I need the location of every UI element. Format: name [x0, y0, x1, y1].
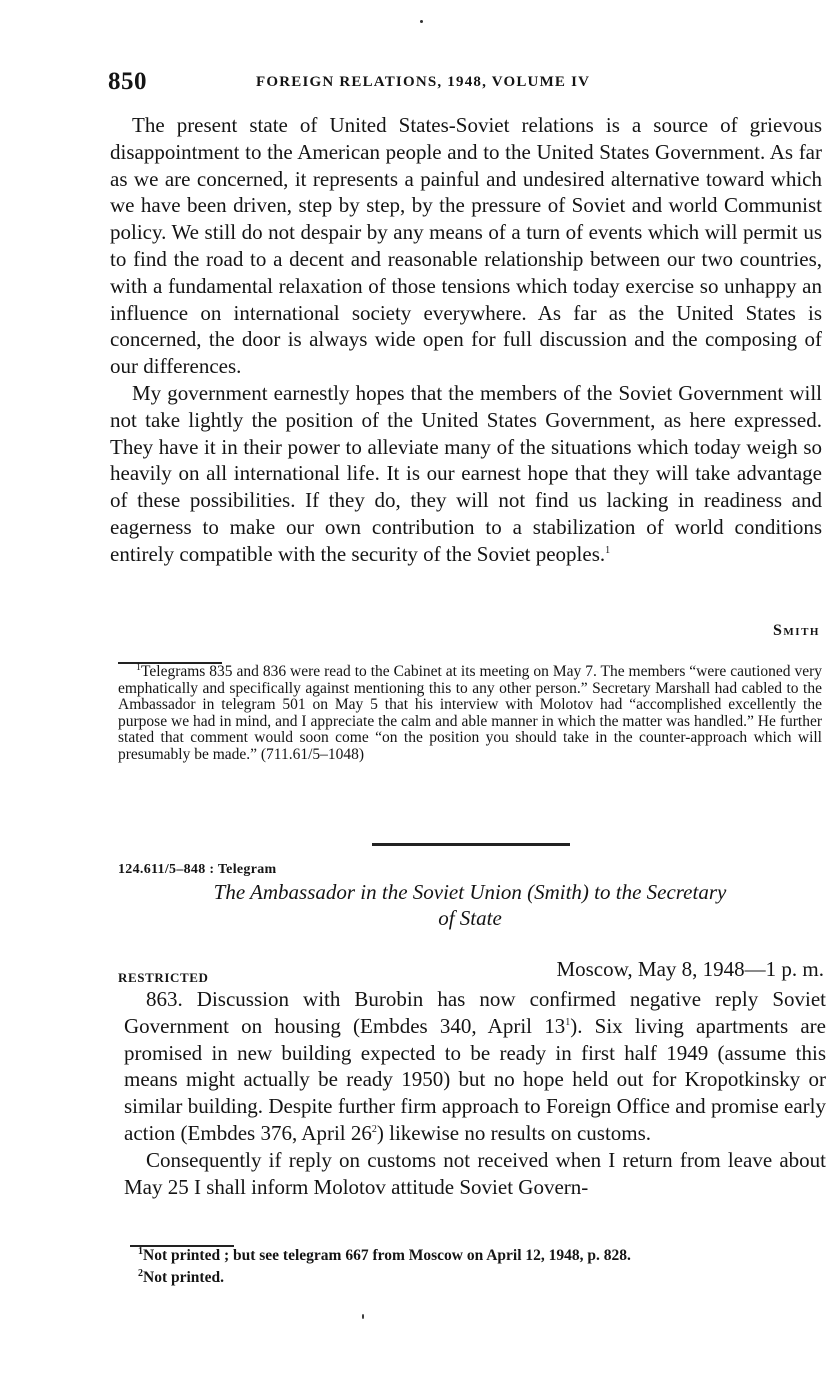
footnote-marker: 1: [605, 544, 611, 556]
letter-body: [110, 112, 822, 568]
footnote-marker: 2: [138, 1267, 143, 1279]
letter-paragraph: My government earnestly hopes that the members of the Soviet Government will not take lightly the position of the United States Government, as here expressed. They have it in their power to alleviate many of the situations which today weigh so heavily on all international life. It is our earnest hope that they will take advantage of these possibilities. If they do, they will not find us lacking in readiness and eagerness to make our own contribution to a stabilization of world conditions entirely compatible with the security of the Soviet peoples.$^1$: [110, 380, 822, 566]
classification-label: RESTRICTED: [118, 970, 209, 985]
footnote-marker: 1: [138, 1245, 143, 1257]
document-title: The Ambassador in the Soviet Union (Smith) to the Secretary of State: [213, 880, 727, 930]
dateline: Moscow, May 8, 1948—1 p. m.: [556, 957, 824, 981]
scan-speck: [362, 1314, 364, 1319]
telegram-paragraph: Consequently if reply on customs not received when I return from leave about May 25 I shall inform Molotov attitude Soviet Govern-: [124, 1147, 826, 1199]
section-divider: [372, 843, 570, 846]
page-header: [108, 68, 820, 102]
footnote: $^2$Not printed.: [138, 1267, 224, 1286]
footnote-marker: 2: [371, 1123, 377, 1135]
letter-paragraph: The present state of United States-Soviet relations is a source of grievous disappointment to the American people and to the United States Government. As far as we are concerned, it represents a painful and undesired alternative toward which we have been driven, step by step, by the pressure of Soviet and world Communist policy. We still do not despair by any means of a turn of events which will permit us to find the road to a decent and reasonable relationship between our two countries, with a fundamental relaxation of those tensions which today exercise so unhappy an influence on international society everywhere. As far as the United States is concerned, the door is always wide open for full discussion and the composing of our differences.: [110, 113, 822, 379]
telegram-paragraph: 863. Discussion with Burobin has now confirmed negative reply Soviet Government on housing (Embdes 340, April $13^1$). Six living apartments are promised in new building expected to be ready in first half 1949 (assume this means might actually be ready 1950) but no hope held out for Kropotkinsky or similar building. Despite further firm approach to Foreign Office and promise early action (Embdes 376, April $26^2$) likewise no results on customs.: [124, 987, 826, 1145]
footnote: $^1$Not printed ; but see telegram 667 from Moscow on April 12, 1948, p. 828.: [138, 1245, 631, 1264]
page-number: 850: [108, 68, 147, 95]
file-reference: 124.611/5–848 : Telegram: [118, 862, 277, 877]
running-head: FOREIGN RELATIONS, 1948, VOLUME IV: [256, 74, 591, 90]
footnote-marker: 1: [136, 661, 141, 673]
footnote: $^1$Telegrams 835 and 836 were read to the Cabinet at its meeting on May 7. The members “were cautioned very emphatically and specifically against mentioning this to any other person.” Secretary Marshall had cabled to the Ambassador in telegram 501 on May 5 that his interview with Molotov had “accomplished excellently the purpose we had in mind, and I appreciate the calm and able manner in which the matter was handled.” He further stated that comment would soon come “on the position you should take in the counter-approach which will presumably be made.” (711.61/5–1048): [118, 661, 822, 763]
scan-speck: [420, 20, 423, 23]
telegram-body: [124, 986, 826, 1200]
footnote-marker: 1: [565, 1016, 571, 1028]
signature: Smith: [773, 622, 820, 639]
